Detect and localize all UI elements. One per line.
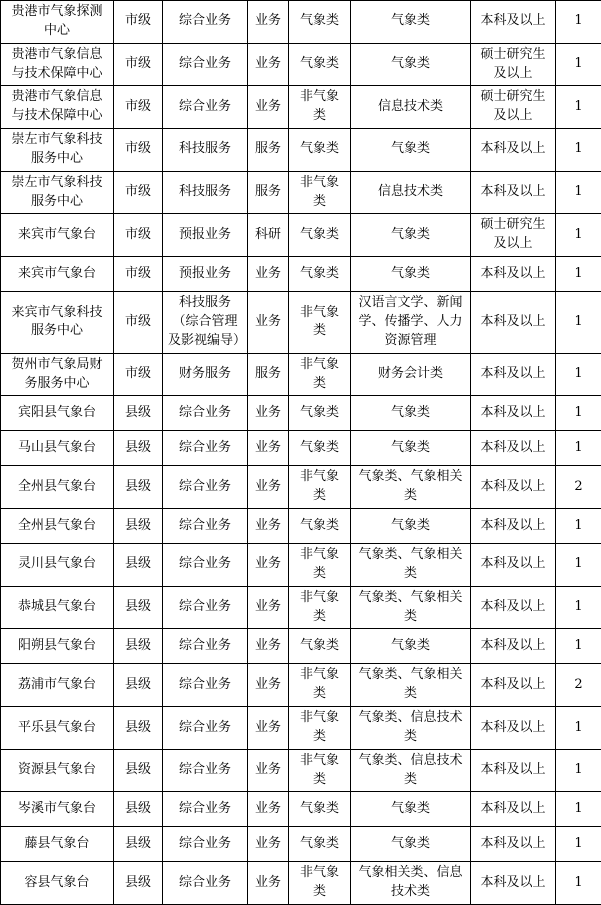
cell-level: 县级 — [114, 586, 163, 629]
table-row — [1, 129, 601, 172]
cell-count: 1 — [556, 629, 601, 664]
cell-service-type: 综合业务 — [163, 509, 248, 544]
cell-service-type: 综合业务 — [163, 466, 248, 509]
cell-unit: 阳朔县气象台 — [1, 629, 114, 664]
cell-position-type: 业务 — [248, 749, 289, 792]
cell-count: 1 — [556, 257, 601, 292]
cell-education: 本科及以上 — [471, 792, 556, 827]
cell-education: 本科及以上 — [471, 292, 556, 354]
cell-count: 1 — [556, 292, 601, 354]
cell-level: 市级 — [114, 43, 163, 86]
cell-level: 县级 — [114, 707, 163, 750]
cell-position-type: 业务 — [248, 1, 289, 44]
cell-position-type: 服务 — [248, 129, 289, 172]
cell-unit: 来宾市气象台 — [1, 214, 114, 257]
cell-position-type: 业务 — [248, 664, 289, 707]
cell-education: 本科及以上 — [471, 431, 556, 466]
cell-major-category: 气象类 — [289, 509, 351, 544]
position-table-body — [1, 1, 601, 905]
cell-count: 1 — [556, 862, 601, 905]
table-row — [1, 792, 601, 827]
cell-major: 气象类 — [351, 43, 471, 86]
cell-position-type: 业务 — [248, 86, 289, 129]
cell-count: 1 — [556, 707, 601, 750]
cell-count: 1 — [556, 431, 601, 466]
table-row — [1, 1, 601, 44]
cell-major: 气象类、信息技术类 — [351, 749, 471, 792]
cell-unit: 藤县气象台 — [1, 827, 114, 862]
cell-education: 本科及以上 — [471, 129, 556, 172]
cell-level: 县级 — [114, 509, 163, 544]
cell-position-type: 服务 — [248, 353, 289, 396]
cell-service-type: 综合业务 — [163, 43, 248, 86]
cell-position-type: 业务 — [248, 792, 289, 827]
cell-service-type: 预报业务 — [163, 257, 248, 292]
table-row — [1, 586, 601, 629]
cell-service-type: 综合业务 — [163, 396, 248, 431]
cell-service-type: 预报业务 — [163, 214, 248, 257]
cell-count: 1 — [556, 129, 601, 172]
cell-education: 本科及以上 — [471, 544, 556, 587]
cell-major-category: 气象类 — [289, 214, 351, 257]
cell-major-category: 气象类 — [289, 431, 351, 466]
cell-education: 本科及以上 — [471, 664, 556, 707]
cell-count: 1 — [556, 396, 601, 431]
cell-service-type: 综合业务 — [163, 827, 248, 862]
cell-major: 气象类 — [351, 396, 471, 431]
cell-level: 市级 — [114, 292, 163, 354]
cell-unit: 岑溪市气象台 — [1, 792, 114, 827]
cell-count: 1 — [556, 544, 601, 587]
cell-education: 本科及以上 — [471, 396, 556, 431]
cell-education: 本科及以上 — [471, 586, 556, 629]
cell-unit: 资源县气象台 — [1, 749, 114, 792]
cell-major: 气象相关类、信息技术类 — [351, 862, 471, 905]
cell-count: 2 — [556, 664, 601, 707]
cell-level: 市级 — [114, 129, 163, 172]
cell-position-type: 业务 — [248, 466, 289, 509]
cell-major-category: 非气象类 — [289, 749, 351, 792]
cell-count: 1 — [556, 749, 601, 792]
table-row — [1, 171, 601, 214]
cell-unit: 恭城县气象台 — [1, 586, 114, 629]
table-row — [1, 214, 601, 257]
cell-education: 本科及以上 — [471, 509, 556, 544]
table-row — [1, 257, 601, 292]
cell-major: 信息技术类 — [351, 171, 471, 214]
cell-level: 市级 — [114, 257, 163, 292]
cell-unit: 灵川县气象台 — [1, 544, 114, 587]
cell-education: 本科及以上 — [471, 862, 556, 905]
cell-level: 县级 — [114, 396, 163, 431]
cell-education: 本科及以上 — [471, 707, 556, 750]
cell-service-type: 综合业务 — [163, 86, 248, 129]
cell-major-category: 气象类 — [289, 792, 351, 827]
cell-count: 1 — [556, 827, 601, 862]
cell-service-type: 综合业务 — [163, 862, 248, 905]
cell-major: 气象类、气象相关类 — [351, 544, 471, 587]
cell-level: 县级 — [114, 466, 163, 509]
cell-level: 市级 — [114, 353, 163, 396]
cell-unit: 全州县气象台 — [1, 509, 114, 544]
cell-count: 1 — [556, 86, 601, 129]
cell-major: 气象类、信息技术类 — [351, 707, 471, 750]
cell-major-category: 非气象类 — [289, 586, 351, 629]
cell-service-type: 财务服务 — [163, 353, 248, 396]
cell-unit: 荔浦市气象台 — [1, 664, 114, 707]
cell-major: 气象类 — [351, 1, 471, 44]
cell-major: 气象类 — [351, 214, 471, 257]
cell-count: 1 — [556, 43, 601, 86]
cell-service-type: 综合业务 — [163, 664, 248, 707]
cell-position-type: 业务 — [248, 396, 289, 431]
cell-education: 硕士研究生及以上 — [471, 86, 556, 129]
cell-major: 气象类 — [351, 257, 471, 292]
table-row — [1, 629, 601, 664]
cell-position-type: 业务 — [248, 257, 289, 292]
cell-education: 本科及以上 — [471, 629, 556, 664]
cell-unit: 贵港市气象信息与技术保障中心 — [1, 43, 114, 86]
cell-level: 县级 — [114, 629, 163, 664]
table-row — [1, 827, 601, 862]
cell-major-category: 非气象类 — [289, 664, 351, 707]
cell-education: 本科及以上 — [471, 827, 556, 862]
cell-position-type: 业务 — [248, 43, 289, 86]
cell-count: 1 — [556, 353, 601, 396]
cell-count: 2 — [556, 466, 601, 509]
cell-service-type: 综合业务 — [163, 431, 248, 466]
cell-major-category: 非气象类 — [289, 707, 351, 750]
table-row — [1, 396, 601, 431]
cell-level: 县级 — [114, 827, 163, 862]
table-row — [1, 664, 601, 707]
table-row — [1, 86, 601, 129]
cell-major: 气象类 — [351, 629, 471, 664]
cell-position-type: 业务 — [248, 629, 289, 664]
cell-major-category: 非气象类 — [289, 466, 351, 509]
cell-service-type: 综合业务 — [163, 544, 248, 587]
cell-major: 气象类、气象相关类 — [351, 664, 471, 707]
cell-level: 县级 — [114, 749, 163, 792]
cell-education: 硕士研究生及以上 — [471, 214, 556, 257]
cell-level: 县级 — [114, 544, 163, 587]
cell-major-category: 非气象类 — [289, 862, 351, 905]
cell-major: 气象类、气象相关类 — [351, 586, 471, 629]
cell-major: 气象类 — [351, 431, 471, 466]
cell-count: 1 — [556, 214, 601, 257]
cell-unit: 贵港市气象探测中心 — [1, 1, 114, 44]
cell-unit: 马山县气象台 — [1, 431, 114, 466]
cell-major: 气象类 — [351, 827, 471, 862]
cell-major-category: 气象类 — [289, 396, 351, 431]
cell-major: 气象类 — [351, 129, 471, 172]
cell-major-category: 非气象类 — [289, 292, 351, 354]
cell-unit: 崇左市气象科技服务中心 — [1, 171, 114, 214]
cell-service-type: 综合业务 — [163, 1, 248, 44]
cell-level: 县级 — [114, 862, 163, 905]
cell-unit: 平乐县气象台 — [1, 707, 114, 750]
cell-service-type: 科技服务 — [163, 171, 248, 214]
cell-education: 本科及以上 — [471, 1, 556, 44]
cell-education: 本科及以上 — [471, 749, 556, 792]
cell-position-type: 业务 — [248, 586, 289, 629]
cell-major-category: 非气象类 — [289, 544, 351, 587]
cell-position-type: 业务 — [248, 707, 289, 750]
table-row — [1, 544, 601, 587]
cell-position-type: 业务 — [248, 292, 289, 354]
table-row — [1, 292, 601, 354]
cell-count: 1 — [556, 509, 601, 544]
cell-position-type: 业务 — [248, 544, 289, 587]
cell-unit: 崇左市气象科技服务中心 — [1, 129, 114, 172]
cell-count: 1 — [556, 586, 601, 629]
cell-service-type: 综合业务 — [163, 707, 248, 750]
table-row — [1, 353, 601, 396]
cell-education: 本科及以上 — [471, 171, 556, 214]
cell-position-type: 业务 — [248, 431, 289, 466]
cell-major: 财务会计类 — [351, 353, 471, 396]
cell-unit: 全州县气象台 — [1, 466, 114, 509]
cell-major-category: 非气象类 — [289, 86, 351, 129]
cell-count: 1 — [556, 171, 601, 214]
cell-service-type: 综合业务 — [163, 629, 248, 664]
cell-major-category: 气象类 — [289, 129, 351, 172]
cell-level: 市级 — [114, 1, 163, 44]
cell-education: 本科及以上 — [471, 466, 556, 509]
cell-count: 1 — [556, 1, 601, 44]
cell-unit: 宾阳县气象台 — [1, 396, 114, 431]
cell-service-type: 综合业务 — [163, 792, 248, 827]
cell-unit: 来宾市气象台 — [1, 257, 114, 292]
cell-major: 汉语言文学、新闻学、传播学、人力资源管理 — [351, 292, 471, 354]
cell-service-type: 科技服务 — [163, 129, 248, 172]
cell-education: 本科及以上 — [471, 257, 556, 292]
cell-level: 市级 — [114, 214, 163, 257]
cell-level: 县级 — [114, 664, 163, 707]
cell-level: 市级 — [114, 171, 163, 214]
cell-major-category: 气象类 — [289, 257, 351, 292]
cell-education: 本科及以上 — [471, 353, 556, 396]
cell-major-category: 非气象类 — [289, 171, 351, 214]
table-row — [1, 43, 601, 86]
cell-count: 1 — [556, 792, 601, 827]
cell-major: 信息技术类 — [351, 86, 471, 129]
cell-position-type: 业务 — [248, 509, 289, 544]
cell-level: 县级 — [114, 431, 163, 466]
cell-level: 县级 — [114, 792, 163, 827]
cell-service-type: 综合业务 — [163, 749, 248, 792]
cell-major-category: 气象类 — [289, 629, 351, 664]
cell-major: 气象类 — [351, 792, 471, 827]
table-row — [1, 707, 601, 750]
cell-major-category: 气象类 — [289, 43, 351, 86]
cell-position-type: 业务 — [248, 862, 289, 905]
cell-position-type: 业务 — [248, 827, 289, 862]
cell-major: 气象类 — [351, 509, 471, 544]
cell-position-type: 服务 — [248, 171, 289, 214]
cell-major-category: 非气象类 — [289, 353, 351, 396]
cell-major-category: 气象类 — [289, 1, 351, 44]
cell-unit: 容县气象台 — [1, 862, 114, 905]
table-row — [1, 749, 601, 792]
table-row — [1, 862, 601, 905]
cell-major-category: 气象类 — [289, 827, 351, 862]
cell-education: 硕士研究生及以上 — [471, 43, 556, 86]
cell-position-type: 科研 — [248, 214, 289, 257]
cell-unit: 来宾市气象科技服务中心 — [1, 292, 114, 354]
table-row — [1, 509, 601, 544]
cell-level: 市级 — [114, 86, 163, 129]
cell-unit: 贺州市气象局财务服务中心 — [1, 353, 114, 396]
cell-unit: 贵港市气象信息与技术保障中心 — [1, 86, 114, 129]
table-row — [1, 431, 601, 466]
table-row — [1, 466, 601, 509]
cell-service-type: 科技服务（综合管理及影视编导） — [163, 292, 248, 354]
cell-service-type: 综合业务 — [163, 586, 248, 629]
cell-major: 气象类、气象相关类 — [351, 466, 471, 509]
